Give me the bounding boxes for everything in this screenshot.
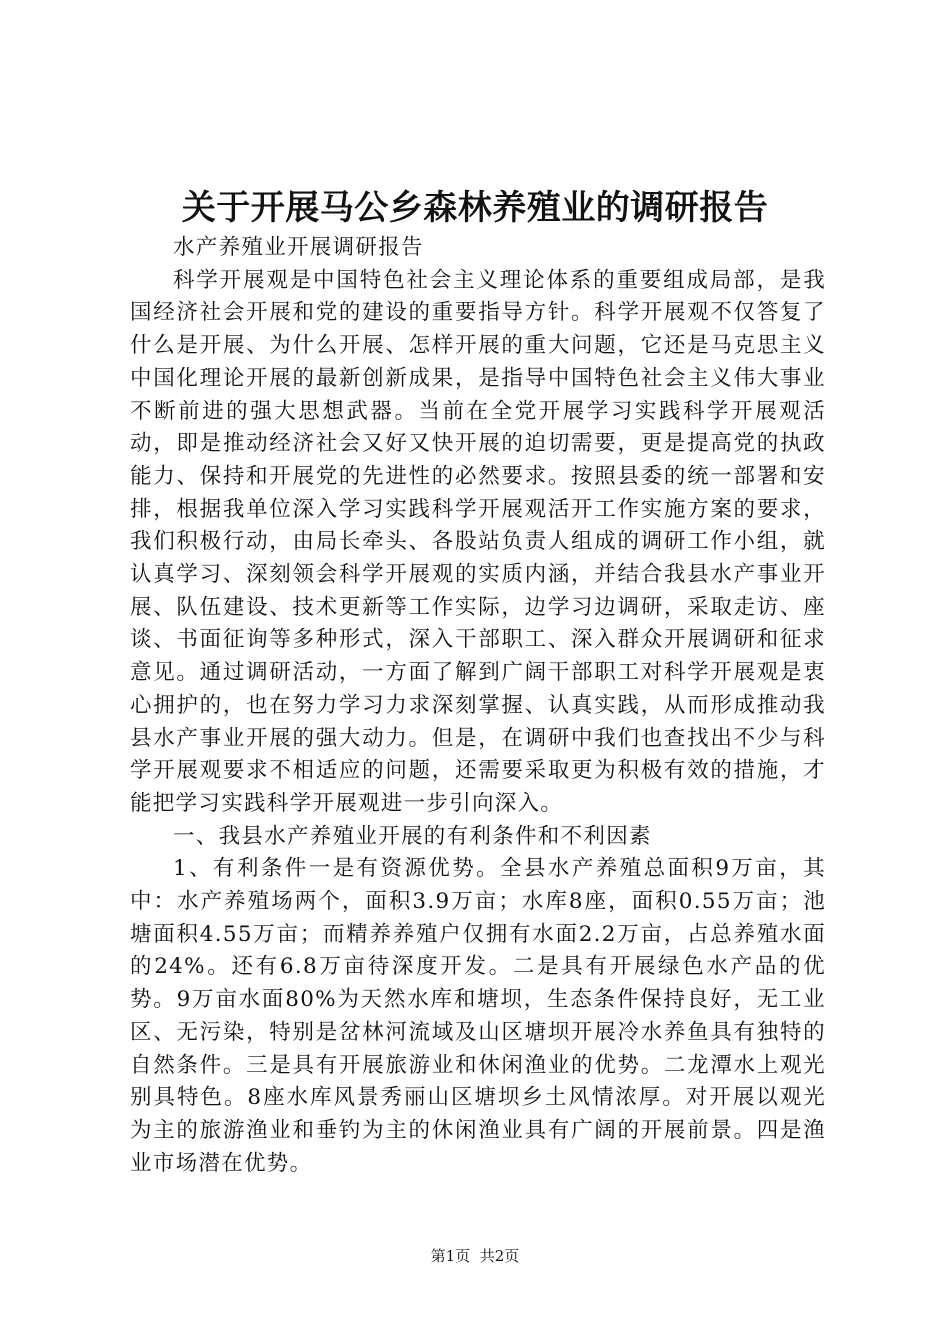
subtitle-paragraph: 水产养殖业开展调研报告 [173, 235, 424, 260]
document-body [130, 232, 826, 1180]
section-heading: 一、我县水产养殖业开展的有利条件和不利因素 [173, 823, 652, 849]
document-title: 关于开展马公乡森林养殖业的调研报告 [181, 188, 769, 228]
page-total: 共2页 [479, 1247, 520, 1265]
page-footer [0, 1245, 950, 1267]
page-number: 第1页 [430, 1247, 471, 1265]
conditions-paragraph: 1、有利条件一是有资源优势。全县水产养殖总面积9万亩，其中：水产养殖场两个，面积3.9万亩；水库8座，面积0.55万亩；池塘面积4.55万亩；而精养养殖户仅拥有水面2.2万亩，占总养殖水面的24%。还有6.8万亩待深度开发。二是具有开展绿色水产品的优势。9万亩水面80%为天然水库和塘坝，生态条件保持良好，无工业区、无污染，特别是岔林河流域及山区塘坝开展冷水养鱼具有独特的自然条件。三是具有开展旅游业和休闲渔业的优势。二龙潭水上观光别具特色。8座水库风景秀丽山区塘坝乡土风情浓厚。对开展以观光为主的旅游渔业和垂钓为主的休闲渔业具有广阔的开展前景。四是渔业市场潜在优势。 [130, 856, 826, 1176]
intro-paragraph: 科学开展观是中国特色社会主义理论体系的重要组成局部，是我国经济社会开展和党的建设的重要指导方针。科学开展观不仅答复了什么是开展、为什么开展、怎样开展的重大问题，它还是马克思主义中国化理论开展的最新创新成果，是指导中国特色社会主义伟大事业不断前进的强大思想武器。当前在全党开展学习实践科学开展观活动，即是推动经济社会又好又快开展的迫切需要，更是提高党的执政能力、保持和开展党的先进性的必然要求。按照县委的统一部署和安排，根据我单位深入学习实践科学开展观活开工作实施方案的要求，我们积极行动，由局长牵头、各股站负责人组成的调研工作小组，就认真学习、深刻领会科学开展观的实质内涵，并结合我县水产事业开展、队伍建设、技术更新等工作实际，边学习边调研，采取走访、座谈、书面征询等多种形式，深入干部职工、深入群众开展调研和征求意见。通过调研活动，一方面了解到广阔干部职工对科学开展观是衷心拥护的，也在努力学习力求深刻掌握、认真实践，从而形成推动我县水产事业开展的强大动力。但是，在调研中我们也查找出不少与科学开展观要求不相适应的问题，还需要采取更为积极有效的措施，才能把学习实践科学开展观进一步引向深入。 [130, 267, 826, 816]
